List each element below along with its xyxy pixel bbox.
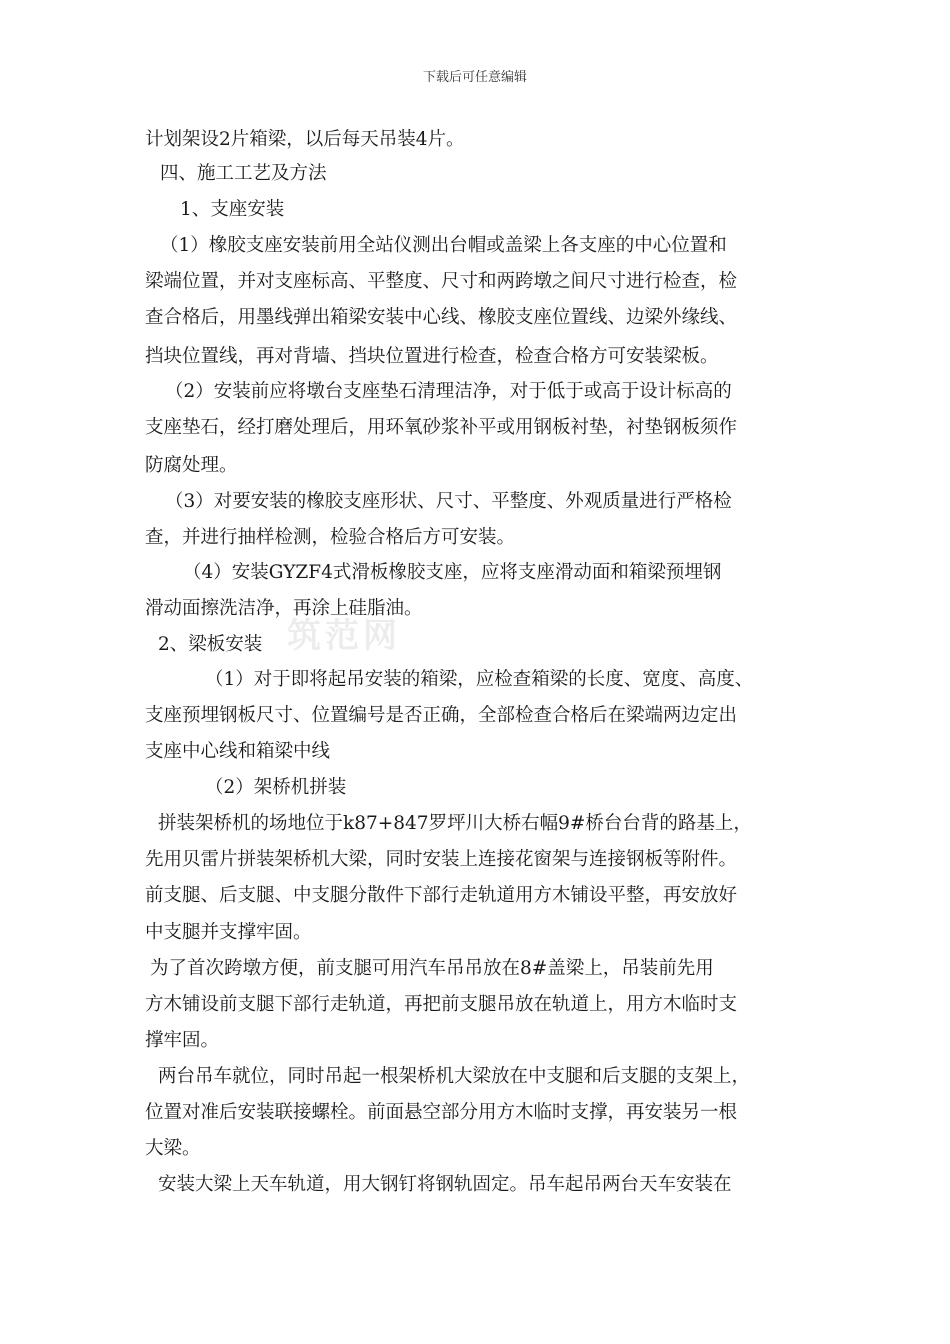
text-line: 查，并进行抽样检测，检验合格后方可安装。 xyxy=(145,527,516,548)
page-header: 下载后可任意编辑 xyxy=(422,70,527,85)
text-line: 两台吊车就位，同时吊起一根架桥机大梁放在中支腿和后支腿的支架上， xyxy=(158,1066,751,1087)
text-line: 为了首次跨墩方便，前支腿可用汽车吊吊放在8#盖梁上，吊装前先用 xyxy=(150,958,714,979)
text-line: 撑牢固。 xyxy=(145,1030,220,1051)
text-line: 安装大梁上天车轨道，用大钢钉将钢轨固定。吊车起吊两台天车安装在 xyxy=(158,1174,732,1195)
text-line: （4）安装GYZF4式滑板橡胶支座，应将支座滑动面和箱梁预埋钢 xyxy=(183,562,722,583)
text-line: 前支腿、后支腿、中支腿分散件下部行走轨道用方木铺设平整，再安放好 xyxy=(145,885,738,906)
section-heading: 四、施工工艺及方法 xyxy=(160,163,327,184)
text-line: 拼装架桥机的场地位于k87+847罗坪川大桥右幅9#桥台台背的路基上， xyxy=(158,813,752,834)
text-line: （3）对要安装的橡胶支座形状、尺寸、平整度、外观质量进行严格检 xyxy=(165,491,732,512)
text-line: 挡块位置线，再对背墙、挡块位置进行检查，检查合格方可安装梁板。 xyxy=(145,346,719,367)
text-line: 防腐处理。 xyxy=(145,455,238,476)
text-line: （2）安装前应将墩台支座垫石清理洁净，对于低于或高于设计标高的 xyxy=(165,381,732,402)
subsection-heading: 2、梁板安装 xyxy=(158,634,263,655)
text-line: 大梁。 xyxy=(145,1138,201,1159)
text-line: 查合格后，用墨线弹出箱梁安装中心线、橡胶支座位置线、边梁外缘线、 xyxy=(145,307,738,328)
text-line: 先用贝雷片拼装架桥机大梁，同时安装上连接花窗架与连接钢板等附件。 xyxy=(145,849,738,870)
watermark: 筑范网 xyxy=(287,616,401,656)
text-line: 支座预埋钢板尺寸、位置编号是否正确，全部检查合格后在梁端两边定出 xyxy=(145,705,738,726)
text-line: （1）橡胶支座安装前用全站仪测出台帽或盖梁上各支座的中心位置和 xyxy=(160,235,727,256)
text-line: 位置对准后安装联接螺栓。前面悬空部分用方木临时支撑，再安装另一根 xyxy=(145,1102,738,1123)
subsection-heading: 1、支座安装 xyxy=(180,199,285,220)
text-line: 中支腿并支撑牢固。 xyxy=(145,922,312,943)
text-line: 计划架设2片箱梁，以后每天吊装4片。 xyxy=(145,129,465,150)
subsection-heading: （2）架桥机拼装 xyxy=(205,777,347,798)
text-line: 支座中心线和箱梁中线 xyxy=(145,741,331,762)
text-line: 方木铺设前支腿下部行走轨道，再把前支腿吊放在轨道上，用方木临时支 xyxy=(145,994,738,1015)
text-line: 滑动面擦洗洁净，再涂上硅脂油。 xyxy=(145,598,423,619)
text-line: （1）对于即将起吊安装的箱梁，应检查箱梁的长度、宽度、高度、 xyxy=(205,669,754,690)
text-line: 梁端位置，并对支座标高、平整度、尺寸和两跨墩之间尺寸进行检查，检 xyxy=(145,271,738,292)
text-line: 支座垫石，经打磨处理后，用环氧砂浆补平或用钢板衬垫，衬垫钢板须作 xyxy=(145,417,738,438)
